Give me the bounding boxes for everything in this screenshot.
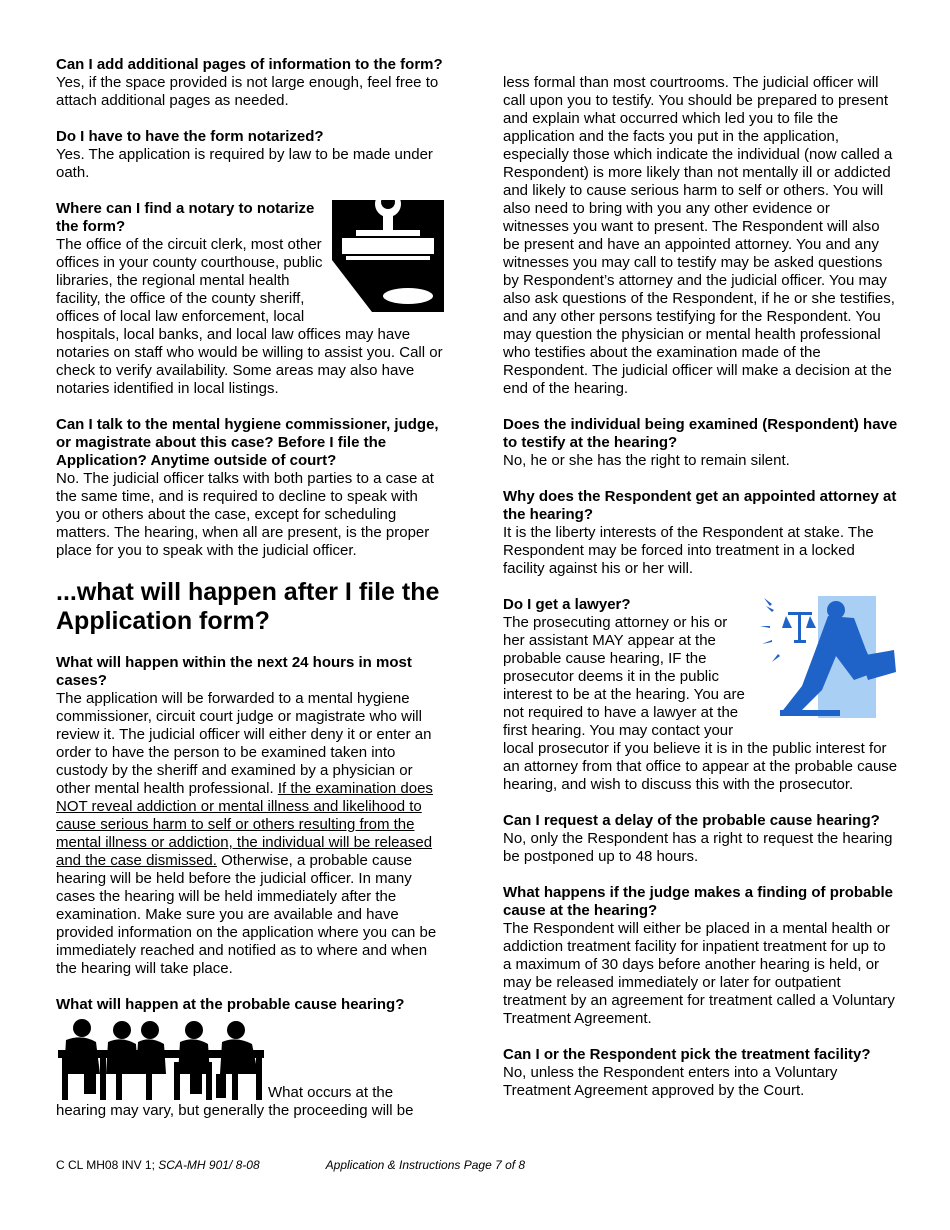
faq-find-notary: [56, 200, 444, 398]
answer-part: Otherwise, a probable cause hearing will be held before the judicial officer. In many cases the hearing will be held immediately after the examination. Make sure you are available and have provided information on the application where you can be immediately reached and notified as to where and when the hearing will take place.: [56, 852, 437, 977]
answer: No, only the Respondent has a right to request the hearing be postponed up to 48 hours.: [503, 830, 893, 865]
question: What happens if the judge makes a finding of probable cause at the hearing?: [503, 884, 894, 919]
answer: No, unless the Respondent enters into a Voluntary Treatment Agreement approved by the Court.: [503, 1064, 838, 1099]
answer: No. The judicial officer talks with both parties to a case at the same time, and is required to decline to speak with you or others about the case, except for scheduling matters. The hearing, when all are present, is the proper place for you to speak with the judicial officer.: [56, 470, 434, 559]
question: Do I get a lawyer?: [503, 596, 631, 613]
faq-request-delay: [503, 812, 898, 866]
answer: [56, 690, 444, 978]
answer: [56, 1018, 444, 1120]
faq-probable-cause-hearing: [56, 996, 444, 1120]
question: Can I talk to the mental hygiene commissioner, judge, or magistrate about this case? Before I file the Application? Anytime outside of court?: [56, 416, 439, 469]
notary-stamp-icon: [332, 200, 444, 312]
section-heading: ...what will happen after I file the Application form?: [56, 578, 440, 635]
hearing-continuation: [503, 74, 898, 398]
faq-additional-pages: [56, 56, 444, 110]
answer-underlined: If the examination does NOT reveal addiction or mental illness and likelihood to cause serious harm to self or others resulting from the mental illness or addiction, the individual will be released and the case dismissed.: [56, 780, 433, 869]
faq-probable-cause-finding: [503, 884, 898, 1028]
answer: The prosecuting attorney or his or her assistant MAY appear at the probable cause hearing, IF the prosecutor deems it in the public interest to be at the hearing. You are not required to have a lawyer at the first hearing. You may contact your local prosecutor if you believe it is in the public interest for an attorney from that office to appear at the probable cause hearing, and wish to discuss this with the prosecutor.: [503, 614, 898, 793]
faq-appointed-attorney: [503, 488, 898, 578]
question: Why does the Respondent get an appointed attorney at the hearing?: [503, 488, 897, 523]
answer: It is the liberty interests of the Respondent at stake. The Respondent may be forced into treatment in a locked facility against his or her will.: [503, 524, 874, 577]
page-footer: [56, 1158, 525, 1172]
right-column: [503, 74, 898, 1118]
question: Can I add additional pages of information to the form?: [56, 56, 443, 73]
lawyer-scales-icon: [758, 596, 898, 718]
footer-form-number: SCA-MH 901/ 8-08: [158, 1158, 260, 1172]
answer: Yes. The application is required by law to be made under oath.: [56, 146, 433, 181]
faq-talk-to-judge: [56, 416, 444, 560]
faq-pick-facility: [503, 1046, 898, 1100]
answer-text: What occurs at the hearing may vary, but generally the proceeding will be: [56, 1084, 414, 1119]
faq-respondent-testify: [503, 416, 898, 470]
faq-get-lawyer: [503, 596, 898, 794]
question: What will happen within the next 24 hours in most cases?: [56, 654, 412, 689]
question: Where can I find a notary to notarize the form?: [56, 200, 315, 235]
footer-page-number: Application & Instructions Page 7 of 8: [325, 1158, 526, 1172]
question: Does the individual being examined (Respondent) have to testify at the hearing?: [503, 416, 898, 451]
question: Do I have to have the form notarized?: [56, 128, 324, 145]
answer: The Respondent will either be placed in a mental health or addiction treatment facility for inpatient treatment for up to a maximum of 30 days before another hearing is held, or may be released immediately or later for outpatient treatment by an agreement for treatment called a Voluntary Treatment Agreement.: [503, 920, 895, 1027]
paragraph: less formal than most courtrooms. The judicial officer will call upon you to testify. You should be prepared to present and explain what occurred which led you to file the application and the facts you put in the application, especially those which indicate the individual (now called a Respondent) is more likely than not mentally ill or addicted and likely to cause serious harm to self or others. You will also need to bring with you any other evidence or witnesses you want to present. The Respondent will also be present and have an appointed attorney. You and any witnesses you may call to testify may be asked questions by Respondent’s attorney and the judicial officer. You may also ask questions of the Respondent, if he or she testifies, and any other persons testifying for the Respondent. You may question the physician or mental health professional who testifies about the examination made of the Respondent. The judicial officer will make a decision at the end of the hearing.: [503, 74, 895, 397]
faq-notarized: [56, 128, 444, 182]
meeting-silhouette-icon: [56, 1018, 268, 1102]
question: Can I request a delay of the probable cause hearing?: [503, 812, 880, 829]
footer-code: C CL MH08 INV 1;: [56, 1158, 159, 1172]
answer-part: The application will be forwarded to a mental hygiene commissioner, circuit court judge or magistrate who will review it. The judicial officer will either deny it or enter an order to have the person to be examined taken into custody by the sheriff and examined by a physician or other mental health professional.: [56, 690, 432, 797]
question: Can I or the Respondent pick the treatment facility?: [503, 1046, 871, 1063]
left-column: [56, 56, 444, 1138]
answer: The office of the circuit clerk, most other offices in your county courthouse, public libraries, the regional mental health facility, the office of the county sheriff, offices of local law enforcement, local hospitals, local banks, and local law offices may have notaries on staff who would be willing to assist you. Call or check to verify availability. Some areas may also have notaries identified in local listings.: [56, 236, 443, 397]
answer: Yes, if the space provided is not large enough, feel free to attach additional pages as needed.: [56, 74, 439, 109]
faq-next-24-hours: [56, 654, 444, 978]
answer: No, he or she has the right to remain silent.: [503, 452, 790, 469]
question: What will happen at the probable cause hearing?: [56, 996, 405, 1013]
